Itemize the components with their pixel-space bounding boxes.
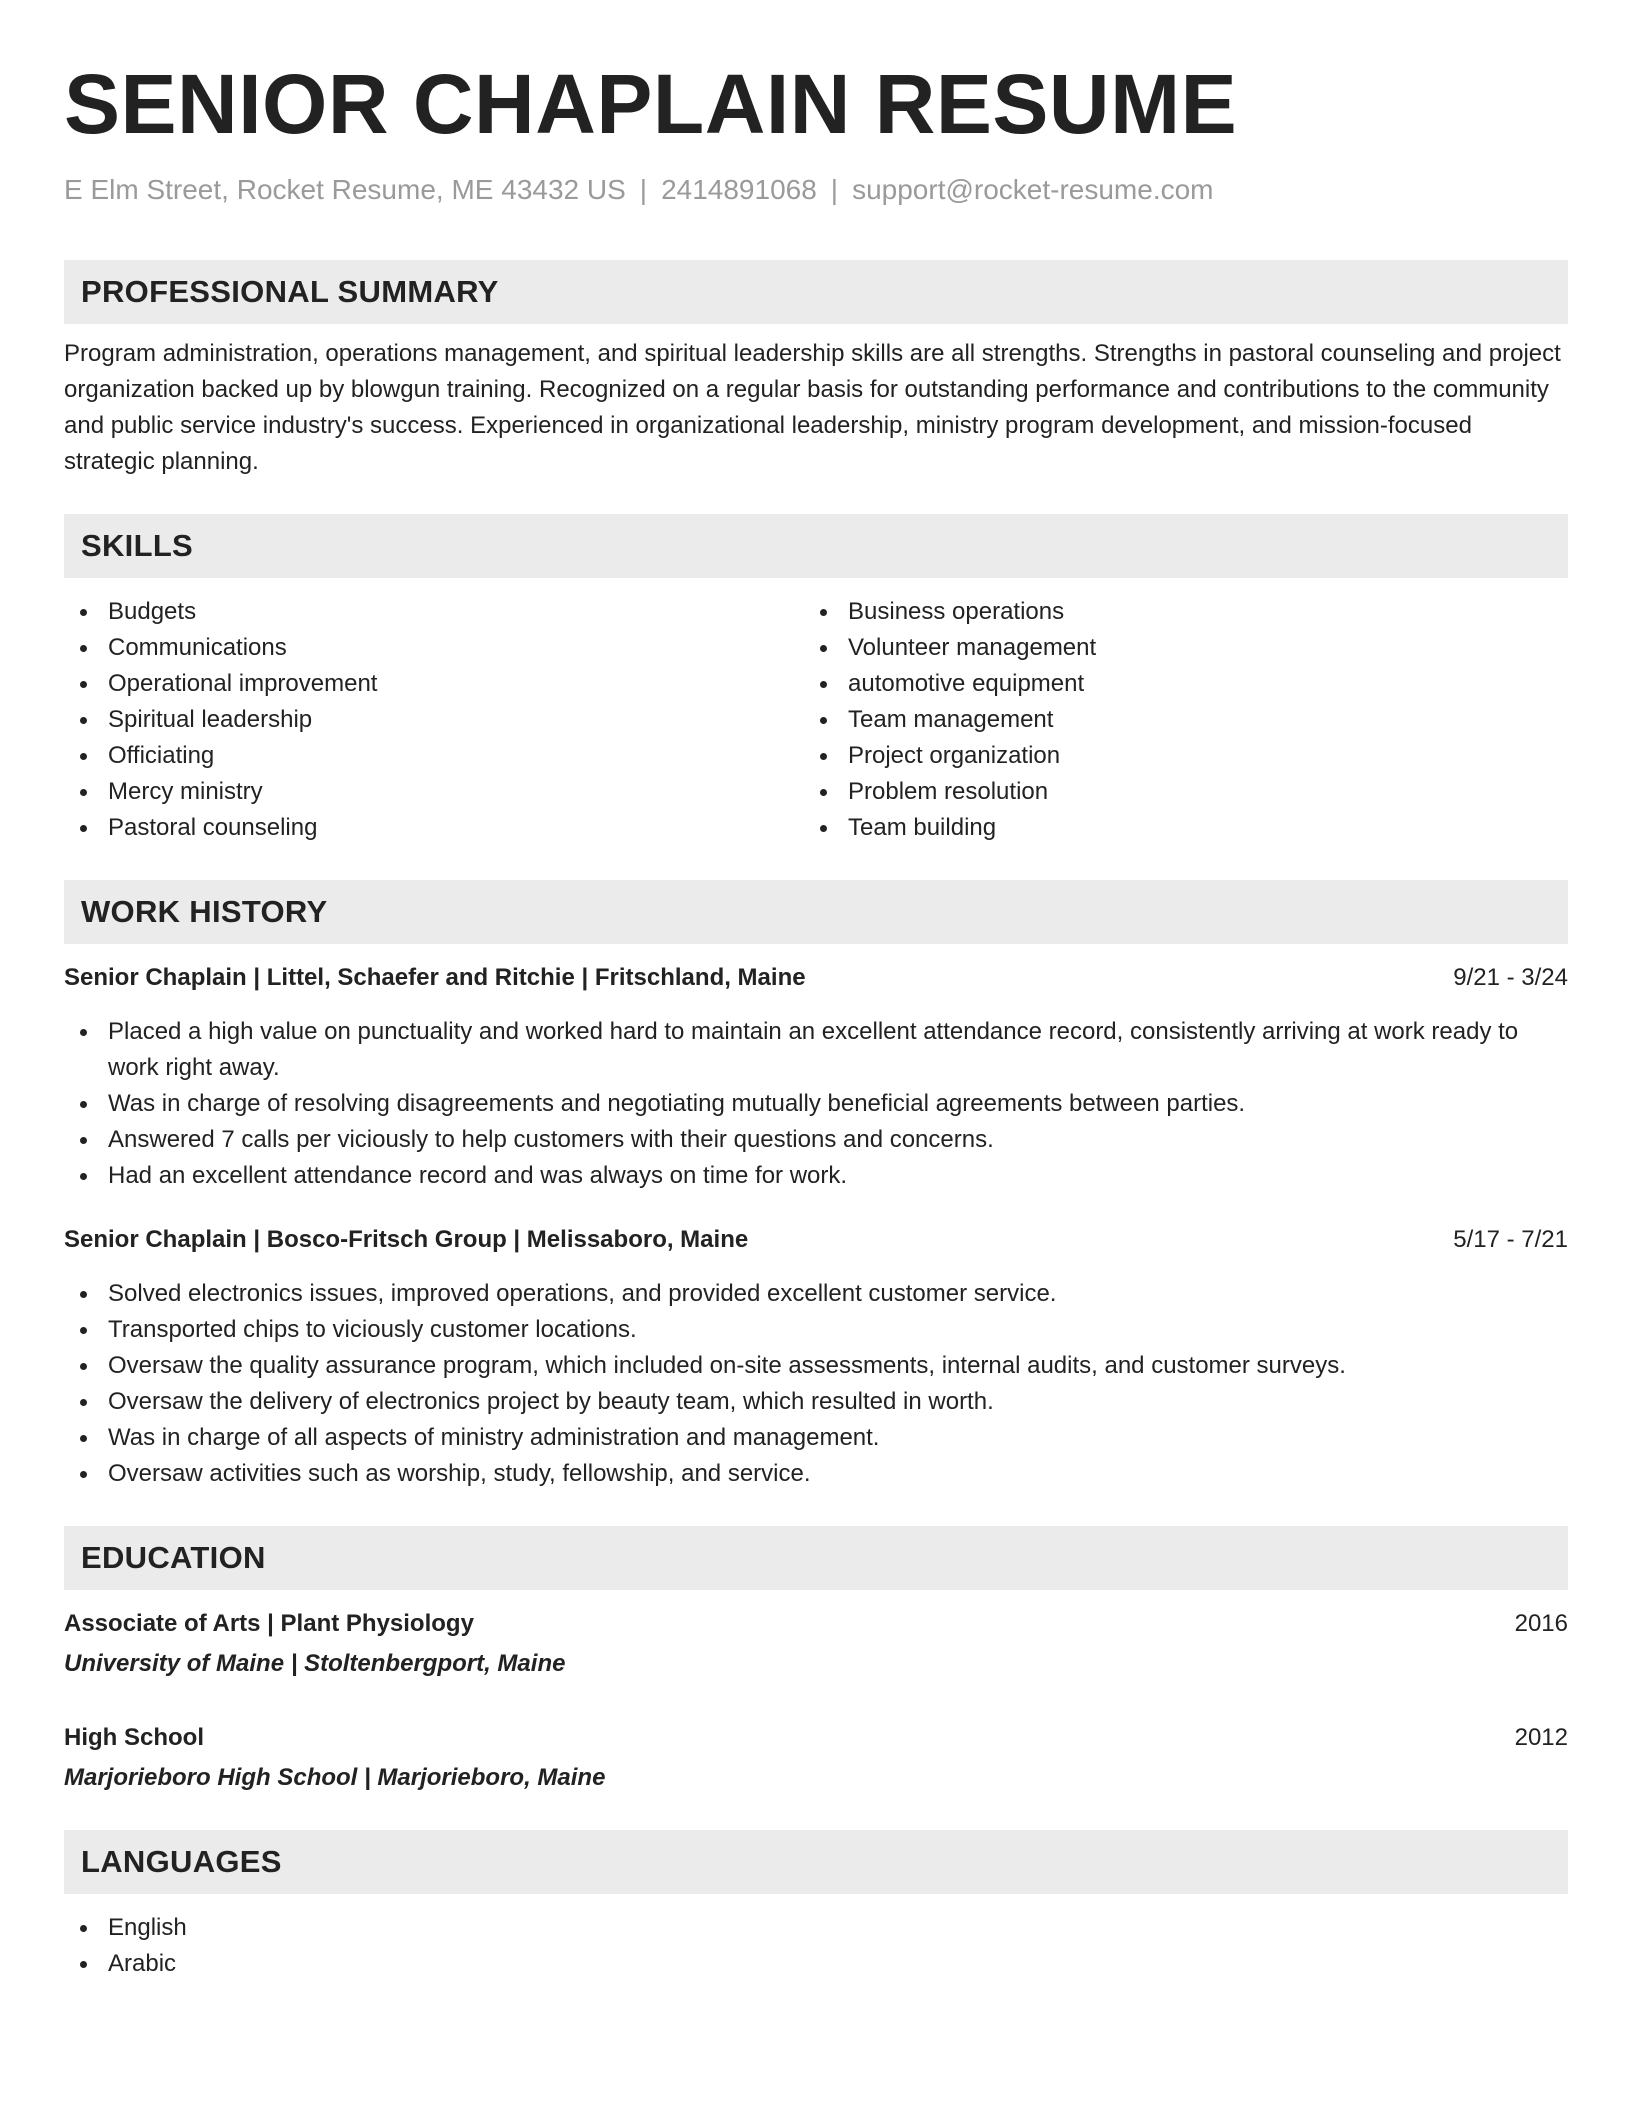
job-entry [64,1222,1568,1492]
job-duty-item: Was in charge of resolving disagreements and negotiating mutually beneficial agreements between parties. [64,1086,1568,1122]
skill-item: Budgets [64,594,804,630]
job-duty-item: Solved electronics issues, improved operations, and provided excellent customer service. [64,1276,1568,1312]
skill-item: Operational improvement [64,666,804,702]
education-header [64,1606,1568,1642]
skill-item: Mercy ministry [64,774,804,810]
skill-item: Volunteer management [804,630,1544,666]
job-duty-item: Oversaw activities such as worship, study, fellowship, and service. [64,1456,1568,1492]
skills-column-right [804,594,1544,846]
skill-item: Team management [804,702,1544,738]
job-duty-item: Was in charge of all aspects of ministry administration and management. [64,1420,1568,1456]
contact-separator: | [830,174,839,205]
skill-item: Problem resolution [804,774,1544,810]
skill-item: automotive equipment [804,666,1544,702]
skills-column-left [64,594,804,846]
education-degree: High School [64,1724,204,1751]
skill-item: Spiritual leadership [64,702,804,738]
job-duties [64,1014,1568,1194]
job-title: Senior Chaplain | Littel, Schaefer and Ritchie | Fritschland, Maine [64,964,806,991]
skill-item: Team building [804,810,1544,846]
contact-separator: | [639,174,648,205]
job-duty-item: Had an excellent attendance record and was always on time for work. [64,1158,1568,1194]
skill-item: Communications [64,630,804,666]
skill-item: Business operations [804,594,1544,630]
education-school: University of Maine | Stoltenbergport, Maine [64,1650,566,1677]
education-year: 2016 [1514,1610,1568,1637]
education-section-header: EDUCATION [64,1526,1568,1590]
contact-phone: 2414891068 [661,174,817,205]
summary-section-header: PROFESSIONAL SUMMARY [64,260,1568,324]
job-dates: 5/17 - 7/21 [1453,1226,1568,1253]
work-history-section-header: WORK HISTORY [64,880,1568,944]
skills-list [64,594,1568,846]
job-duty-item: Oversaw the delivery of electronics project by beauty team, which resulted in worth. [64,1384,1568,1420]
job-duty-item: Oversaw the quality assurance program, which included on-site assessments, internal audits, and customer surveys. [64,1348,1568,1384]
education-entry [64,1606,1568,1682]
summary-text: Program administration, operations management, and spiritual leadership skills are all strengths. Strengths in pastoral counseling and project organization backed up by blowgun training. Recognized on a regular basis for outstanding performance and contributions to the community and public service industry's success. Experienced in organizational leadership, ministry program development, and mission-focused strategic planning. [64,340,1561,475]
job-duty-item: Answered 7 calls per viciously to help customers with their questions and concerns. [64,1122,1568,1158]
contact-address: E Elm Street, Rocket Resume, ME 43432 US [64,174,626,205]
skills-section-header: SKILLS [64,514,1568,578]
resume-title: SENIOR CHAPLAIN RESUME [64,57,1238,151]
languages-list [64,1910,1568,1982]
job-duty-item: Transported chips to viciously customer locations. [64,1312,1568,1348]
education-entry [64,1720,1568,1796]
language-item: English [64,1910,1568,1946]
education-year: 2012 [1514,1724,1568,1751]
education-degree: Associate of Arts | Plant Physiology [64,1610,474,1637]
job-header [64,1222,1568,1258]
job-dates: 9/21 - 3/24 [1453,964,1568,991]
job-header [64,960,1568,996]
skill-item: Pastoral counseling [64,810,804,846]
skill-item: Officiating [64,738,804,774]
job-entry [64,960,1568,1194]
education-school: Marjorieboro High School | Marjorieboro, Maine [64,1764,606,1791]
languages-section-header: LANGUAGES [64,1830,1568,1894]
skill-item: Project organization [804,738,1544,774]
language-item: Arabic [64,1946,1568,1982]
contact-line [64,172,1568,208]
education-header [64,1720,1568,1756]
job-title: Senior Chaplain | Bosco-Fritsch Group | Melissaboro, Maine [64,1226,749,1253]
contact-email: support@rocket-resume.com [852,174,1214,205]
job-duty-item: Placed a high value on punctuality and worked hard to maintain an excellent attendance record, consistently arriving at work ready to work right away. [64,1014,1568,1086]
job-duties [64,1276,1568,1492]
